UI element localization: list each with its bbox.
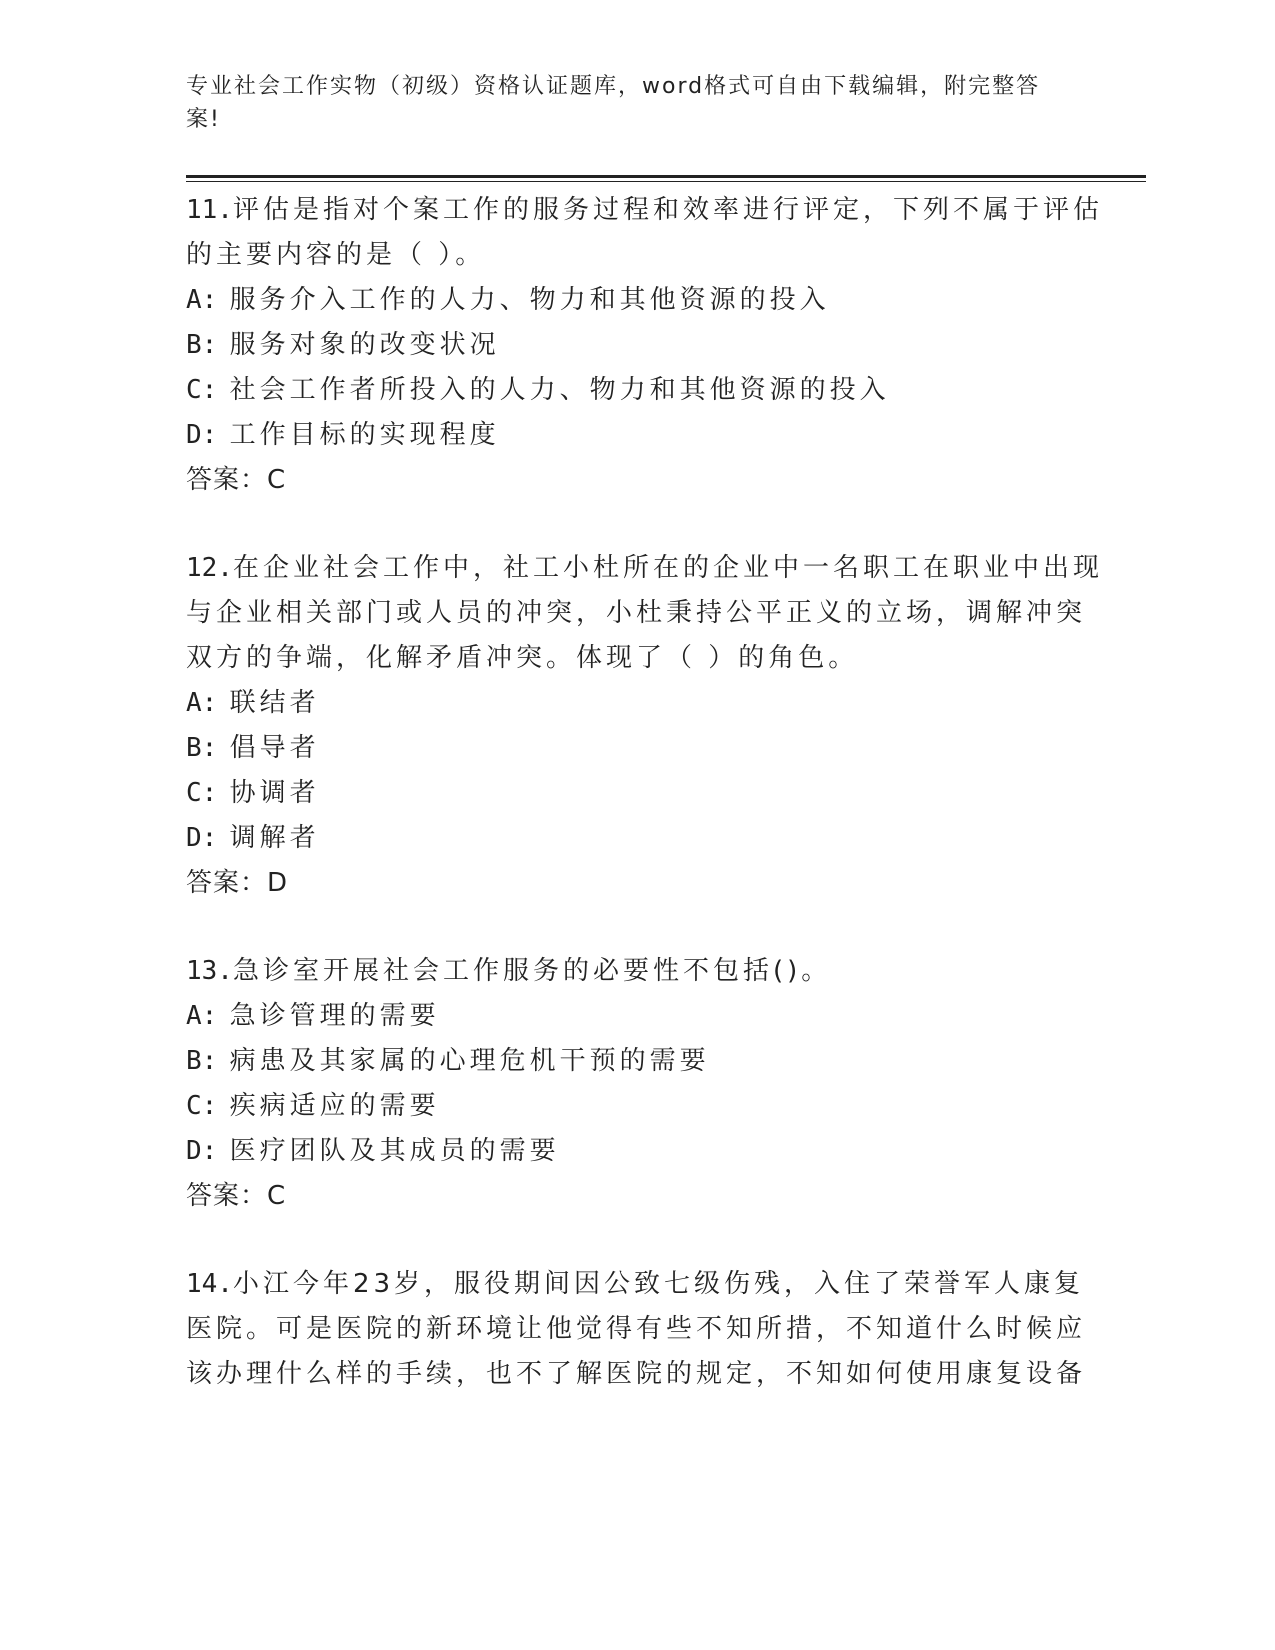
answer-value: D (267, 868, 289, 898)
option-label: A: (186, 1001, 218, 1031)
option-b (186, 1039, 1106, 1084)
question-number: 14. (186, 1269, 233, 1299)
question-stem (186, 188, 1106, 278)
question-text: 评估是指对个案工作的服务过程和效率进行评定，下列不属于评估的主要内容的是（ ）。 (186, 195, 1103, 270)
answer-label: 答案： (186, 1181, 268, 1211)
answer-line (186, 458, 1106, 503)
option-c (186, 368, 1106, 413)
option-b (186, 323, 1106, 368)
question-text: 急诊室开展社会工作服务的必要性不包括()。 (232, 956, 832, 986)
option-text: 调解者 (229, 823, 320, 853)
option-text: 社会工作者所投入的人力、物力和其他资源的投入 (229, 375, 890, 405)
option-text: 工作目标的实现程度 (229, 420, 500, 450)
question-stem (186, 1262, 1106, 1397)
option-label: C: (186, 778, 218, 808)
option-text: 协调者 (229, 778, 320, 808)
option-label: B: (186, 733, 218, 763)
question-stem (186, 546, 1106, 681)
question-text: 在企业社会工作中，社工小杜所在的企业中一名职工在职业中出现与企业相关部门或人员的冲突，小杜秉持公平正义的立场，调解冲突双方的争端，化解矛盾冲突。体现了（ ）的角色。 (186, 553, 1103, 673)
answer-label: 答案： (186, 465, 268, 495)
question-number: 11. (186, 195, 233, 225)
option-text: 疾病适应的需要 (229, 1091, 440, 1121)
question-number: 12. (186, 553, 233, 583)
option-text: 服务对象的改变状况 (229, 330, 500, 360)
option-d (186, 1129, 1106, 1174)
header-divider-thick (186, 175, 1146, 178)
question-text: 小江今年23岁，服役期间因公致七级伤残，入住了荣誉军人康复医院。可是医院的新环境让他觉得有些不知所措，不知道什么时候应该办理什么样的手续，也不了解医院的规定，不知如何使用康复设备 (186, 1269, 1087, 1389)
answer-line (186, 1174, 1106, 1219)
option-a (186, 994, 1106, 1039)
option-d (186, 816, 1106, 861)
option-label: D: (186, 1136, 218, 1166)
option-a (186, 278, 1106, 323)
option-text: 倡导者 (229, 733, 320, 763)
option-text: 联结者 (229, 688, 320, 718)
answer-value: C (267, 1181, 287, 1211)
question-14 (186, 1262, 1106, 1397)
answer-line (186, 861, 1106, 906)
question-11 (186, 188, 1106, 503)
document-header: 专业社会工作实物（初级）资格认证题库，word格式可自由下载编辑，附完整答案! (186, 74, 1041, 132)
option-text: 医疗团队及其成员的需要 (229, 1136, 560, 1166)
option-label: D: (186, 420, 218, 450)
option-c (186, 1084, 1106, 1129)
question-number: 13. (186, 956, 233, 986)
option-label: C: (186, 1091, 218, 1121)
question-12 (186, 546, 1106, 906)
option-label: D: (186, 823, 218, 853)
option-text: 急诊管理的需要 (229, 1001, 440, 1031)
option-c (186, 771, 1106, 816)
option-a (186, 681, 1106, 726)
option-label: A: (186, 688, 218, 718)
question-list (186, 188, 1106, 1440)
header-divider-thin (186, 181, 1146, 182)
option-label: B: (186, 330, 218, 360)
option-d (186, 413, 1106, 458)
option-label: B: (186, 1046, 218, 1076)
option-text: 服务介入工作的人力、物力和其他资源的投入 (229, 285, 830, 315)
answer-value: C (267, 465, 287, 495)
option-label: C: (186, 375, 218, 405)
option-b (186, 726, 1106, 771)
answer-label: 答案： (186, 868, 268, 898)
option-label: A: (186, 285, 218, 315)
question-13 (186, 949, 1106, 1219)
question-stem (186, 949, 1106, 994)
option-text: 病患及其家属的心理危机干预的需要 (229, 1046, 710, 1076)
